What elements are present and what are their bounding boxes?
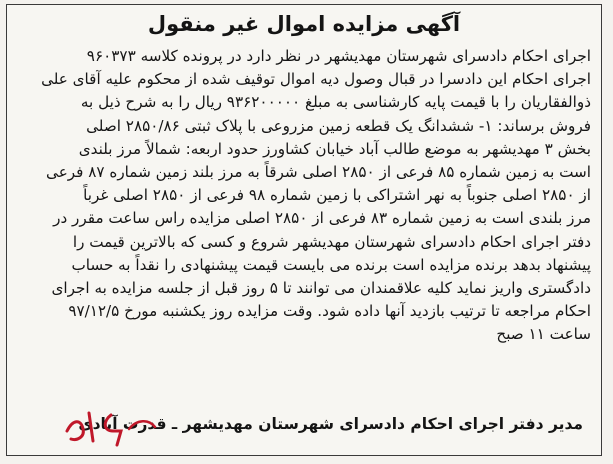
signature-line: مدیر دفتر اجرای احکام دادسرای شهرستان مهدیشهر ـ قدرت آبادی <box>78 415 583 433</box>
notice-line: ساعت ۱۱ صبح <box>496 325 591 344</box>
notice-line: ذوالفقاریان را با قیمت پایه کارشناسی به مبلغ ۹۳۶۲۰۰۰۰۰ ریال را به شرح ذیل به <box>80 93 591 112</box>
notice-line: بخش ۳ مهدیشهر به موضع طالب آباد خیابان کشاورز حدود اربعه: شمالاً مرز بلندی <box>78 139 591 158</box>
notice-line: دفتر اجرای احکام دادسرای شهرستان مهدیشهر شروع و کسی که بالاترین قیمت را <box>72 232 591 251</box>
notice-line: فروش برساند: ۱- ششدانگ یک قطعه زمین مزروعی با پلاک ثبتی ۲۸۵۰/۸۶ اصلی <box>86 116 591 135</box>
notice-line: اجرای احکام این دادسرا در قبال وصول دیه اموال توقیف شده از محکوم علیه آقای علی <box>41 70 591 89</box>
notice-line: است به زمین شماره ۸۵ فرعی از ۲۸۵۰ اصلی شرقاً به مرز بلند زمین شماره ۸۷ فرعی <box>46 163 591 182</box>
notice-line: احکام مراجعه تا ترتیب بازدید آنها داده شود. وقت مزایده روز یکشنبه مورخ ۹۷/۱۲/۵ <box>68 302 591 321</box>
notice-body <box>19 45 591 347</box>
handwritten-number-mark <box>59 401 169 449</box>
notice-line: از ۲۸۵۰ اصلی جنوباً به نهر اشتراکی با زمین شماره ۹۸ فرعی از ۲۸۵۰ اصلی غرباً <box>83 186 591 205</box>
notice-line: دادگستری واریز نماید کلیه علاقمندان می توانند تا ۵ روز قبل از جلسه مزایده به اجرای <box>51 279 591 298</box>
notice-line: مرز بلندی است به زمین شماره ۸۳ فرعی از ۲۸۵۰ اصلی مزایده راس ساعت مقرر در <box>53 209 591 228</box>
notice-title: آگهی مزایده اموال غیر منقول <box>147 12 461 36</box>
notice-line: اجرای احکام دادسرای شهرستان مهدیشهر در نظر دارد در پرونده کلاسه ۹۶۰۳۷۳ <box>86 47 591 65</box>
notice-frame <box>6 4 602 456</box>
notice-line: پیشنهاد بدهد برنده مزایده است برنده می بایست قیمت پیشنهادی را نقداً به حساب <box>71 255 591 274</box>
